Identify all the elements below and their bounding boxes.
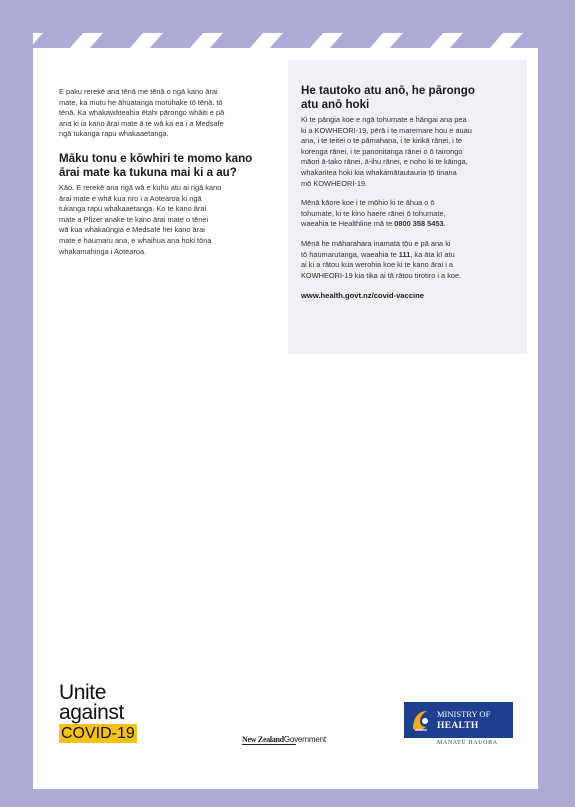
healthline-number: 0800 358 5453	[394, 219, 444, 229]
emergency-paragraph: Mēnā he māharahara inamata tōu e pā ana ki tō haumarutanga, waeahia te 111, ka āta kī atu ai ki a rātou kua werohia koe ki te kano ārai i a KOWHEORI-19 kia tika ai tā rātou tirotiro i a koe.	[301, 238, 462, 280]
moh-line-2: HEALTH	[437, 721, 479, 731]
koru-icon	[409, 707, 433, 733]
support-info-box	[288, 60, 527, 354]
nzgov-logo-part-1: New Zealand	[242, 735, 284, 744]
top-edge-stripes	[33, 33, 538, 49]
moh-line-1: MINISTRY OF	[437, 709, 491, 719]
symptoms-paragraph: Ki te pāngia koe e ngā tohumate e hāngai ana pea ki a KOWHEORI-19, pērā i te maremare hou e auau ana, i te teitei o te pāmahana, i te kirikā rānei, i te korenga rānei, i te panonitanga rānei o ō tairongo māori ā-tako rānei, ā-ihu rānei, e noho ki te kāinga, whakaritea hoki kia whakamātautauria tō tinana mō KOWHEORI-19.	[301, 115, 472, 188]
emergency-number: 111	[398, 249, 411, 259]
intro-paragraph: E paku rerekē ana tēnā me tēnā o ngā kano ārai mate, ka mutu he āhuatanga motuhake tō tēnā, tō tēnā. Ka whakawāteahia ētahi pārongo whāiti e pā ana ki ia kano ārai mate ā te wā ka ea i a Medsafe ngā tukanga rapu whakaaetanga.	[59, 87, 225, 139]
healthline-paragraph: Mēnā kāore koe i te mōhio ki te āhua o ō tohumate, ki te kino haere rānei ō tohumate, waeahia te Healthline mā te 0800 358 5453.	[301, 198, 446, 229]
covid-19-tag: COVID-19	[61, 725, 135, 742]
nzgov-logo-part-2: Government	[283, 735, 326, 744]
unite-logo-line-2: against	[59, 701, 124, 724]
support-heading: He tautoko atu anō, he pārongo atu anō hoki	[301, 84, 475, 111]
unite-against-covid-logo	[59, 683, 159, 753]
moh-logo-box	[404, 702, 513, 738]
ministry-of-health-logo	[404, 702, 514, 752]
nz-government-logo	[242, 735, 326, 744]
vaccine-choice-heading: Māku tonu e kōwhiri te momo kano ārai mate ka tukuna mai ki a au?	[59, 151, 253, 179]
left-column	[59, 87, 279, 257]
moh-logo-text	[437, 709, 490, 732]
vaccine-choice-answer: Kāo. E rerekē ana ngā wā e kuhu atu ai ngā kano ārai mate e whā kua riro i a Aotearoa ki ngā tukanga rapu whakaaetanga. Ko te kano ārai mate a Pfizer anake te kano ārai mate o tēnei wā kua whakaūngia e Medsafe hei kano ārai mate e haumaru ana, e whaihua ana hoki tōna whakamahinga i Aotearoa.	[59, 182, 222, 256]
unite-logo-line-1: Unite	[59, 681, 107, 704]
vaccine-info-link[interactable]: www.health.govt.nz/covid-vaccine	[301, 291, 424, 301]
moh-maori-name: MANATŪ HAUORA	[437, 740, 498, 746]
nzgov-underline	[242, 744, 296, 745]
